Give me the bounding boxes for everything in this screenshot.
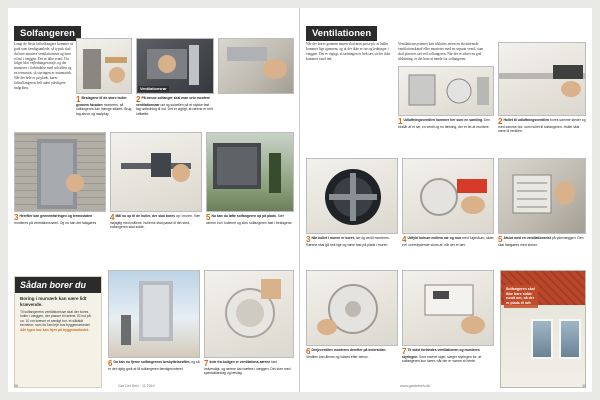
house-window-left <box>531 319 553 359</box>
right-page <box>300 8 592 392</box>
right-page-number: 39 <box>582 384 586 388</box>
left-page <box>8 8 300 392</box>
caption-vent-7: 7Til sidst forbindes ventilationen og monteres styringen. Som navnet siger, sørger styringen for, at solfangeren kun kører, når der er varme at hente. <box>402 347 482 364</box>
caption-step-1: 1Beslagene til de store huller gennem facaden monteres, så solfangeren kan hænge sikkert. Brug tag-skrue og rawlplug. <box>76 95 132 116</box>
left-magazine-footer: Gør Det Selv · 11 2014 <box>118 384 155 388</box>
right-section-title: Ventilationen <box>306 26 377 41</box>
sidebar-how-to-drill <box>14 276 102 388</box>
right-intro-text: Når der bores gennem muren skal man passe på, at hullet kommer lige igennem, og at der ikke er rør og ledninger i væggen. Det er vigtigt, at tætningen er helt tæt, så der ikke kommer vand ind. <box>306 42 391 61</box>
caption-step-6: 6Du kan nu fjerne solfangerens beskyttelsesfilm, og så er det rigtig godt at få solfangeren færdigmonteret <box>108 359 200 371</box>
caption-vent-6: 6Drejeventilen monteres derefter på indersiden. Ventilen kan åbnes og lukkes efter behov. <box>306 347 387 359</box>
sidebar-title: Sådan borer du <box>15 277 101 293</box>
house-overlay-text: Solfangeren skal ikke bare sidde rundt om, så der er plads til luft. <box>504 285 538 308</box>
caption-vent-3: 3Når hullet i muren er boret, rør og ventil monteres. Rørene skal gå helt lige og være fast på plads i muren. <box>306 235 390 247</box>
photo-step-5 <box>206 132 294 212</box>
photo-step-3 <box>14 132 106 212</box>
photo-step-6 <box>108 270 200 358</box>
caption-step-4: 4Mål nu op til de huller, der skal bores op i muren. Vær nøjagtig med målene, hullerne skal passe til det sted, solfangeren skal sidde. <box>110 213 201 230</box>
right-intro-text-2: Ventilationssystemet kan tilsluttes enten en eksisterende ventilationskanal eller monteres med en separat ventil, som skal placeres tæt ved solfangeren. Når der er sikret en god tilslutning, er det bare at tænde for solfangeren. <box>398 42 484 61</box>
photo-step-2b <box>218 38 294 94</box>
sidebar-body: Til solfangerens ventilationsrør skal der bores huller i væggen, der passer til rørene. Et hul på ca. 10 cm kræver et særligt bor, et såkaldt kernebor, som du kan leje hos byggemarkedet. Alle typer bor kan lejes på byggemarkedet. <box>20 309 91 333</box>
caption-vent-2: 2Hullet til udluftningsventilen bores samme steder og med samme bor, som hullet til solfangeren. Hullet skal være til ventilen. <box>498 117 586 134</box>
photo-house <box>500 270 586 388</box>
magazine-spread <box>8 8 592 392</box>
caption-step-3: 3Herefter kan gennemføringen og termostaten monteres på ventilationsrøret. Og nu kan det fastgøres <box>14 213 97 225</box>
photo-vent-1 <box>398 66 494 116</box>
left-page-number: 38 <box>14 384 18 388</box>
caption-step-2: 2På denne solfanger skal man selv montere ventilationsrør rør og solcellen på et stykke fast tag rørledning til ind. Det er vigtigt, at rørene er helt lufttætte. <box>136 95 213 116</box>
caption-vent-5: 5Afslut med en ventilationsrist på ydervæggen. Den skal fastgøres med skruer. <box>498 235 584 247</box>
photo-vent-6 <box>306 270 398 346</box>
photo-vent-5 <box>498 158 586 234</box>
photo-vent-7 <box>402 270 494 346</box>
right-url-footer: www.gørdetselv.dk <box>400 384 430 388</box>
photo-step-4 <box>110 132 202 212</box>
house-window-right <box>559 319 581 359</box>
left-intro-text: Langt de fleste luftsolfangere kommer så godt som færdigsamlede, så typisk skal du bare montere ventilationsrør og bore et hul i væggen. Det er ikke svært. Du følger blot vejledningen nøje, og der monteres i forbindelse med solcellen og en termostat, så styringen er automatisk. Når det hele er på plads, kører luftsolfangeren helt uden yderligere indgriben. <box>14 42 73 90</box>
callout-ventilationsror: Ventilationsrør <box>140 87 167 91</box>
photo-vent-2 <box>498 42 586 116</box>
photo-vent-3 <box>306 158 398 234</box>
caption-step-7: 7Inde fra boligen er ventilations-rørene fast indvendigt, og rørene kan sættes i væggen. Det sker med specialdørslag og beslag. <box>204 359 291 376</box>
photo-vent-4 <box>402 158 494 234</box>
photo-step-7 <box>204 270 294 358</box>
caption-vent-1: 1Udluftningsventilen kommer her som en samling. Den består af et rør, en ventil og en tætning, der er let at montere. <box>398 117 491 129</box>
left-section-title: Solfangeren <box>14 26 81 41</box>
caption-vent-4: 4Udfyld hulrum mellem rør og mur med fugeskum, skær evt. overskydende skum af, når det er tørt. <box>402 235 494 247</box>
sidebar-lead: Boring i murværk kan være lidt krævende. <box>20 296 87 307</box>
photo-step-1 <box>76 38 132 94</box>
caption-step-5: 5Nu kan du løfte solfangeren op på plads. Sæt rørene ind i hullerne og skru solfangeren fast i beslagene. <box>206 213 293 225</box>
